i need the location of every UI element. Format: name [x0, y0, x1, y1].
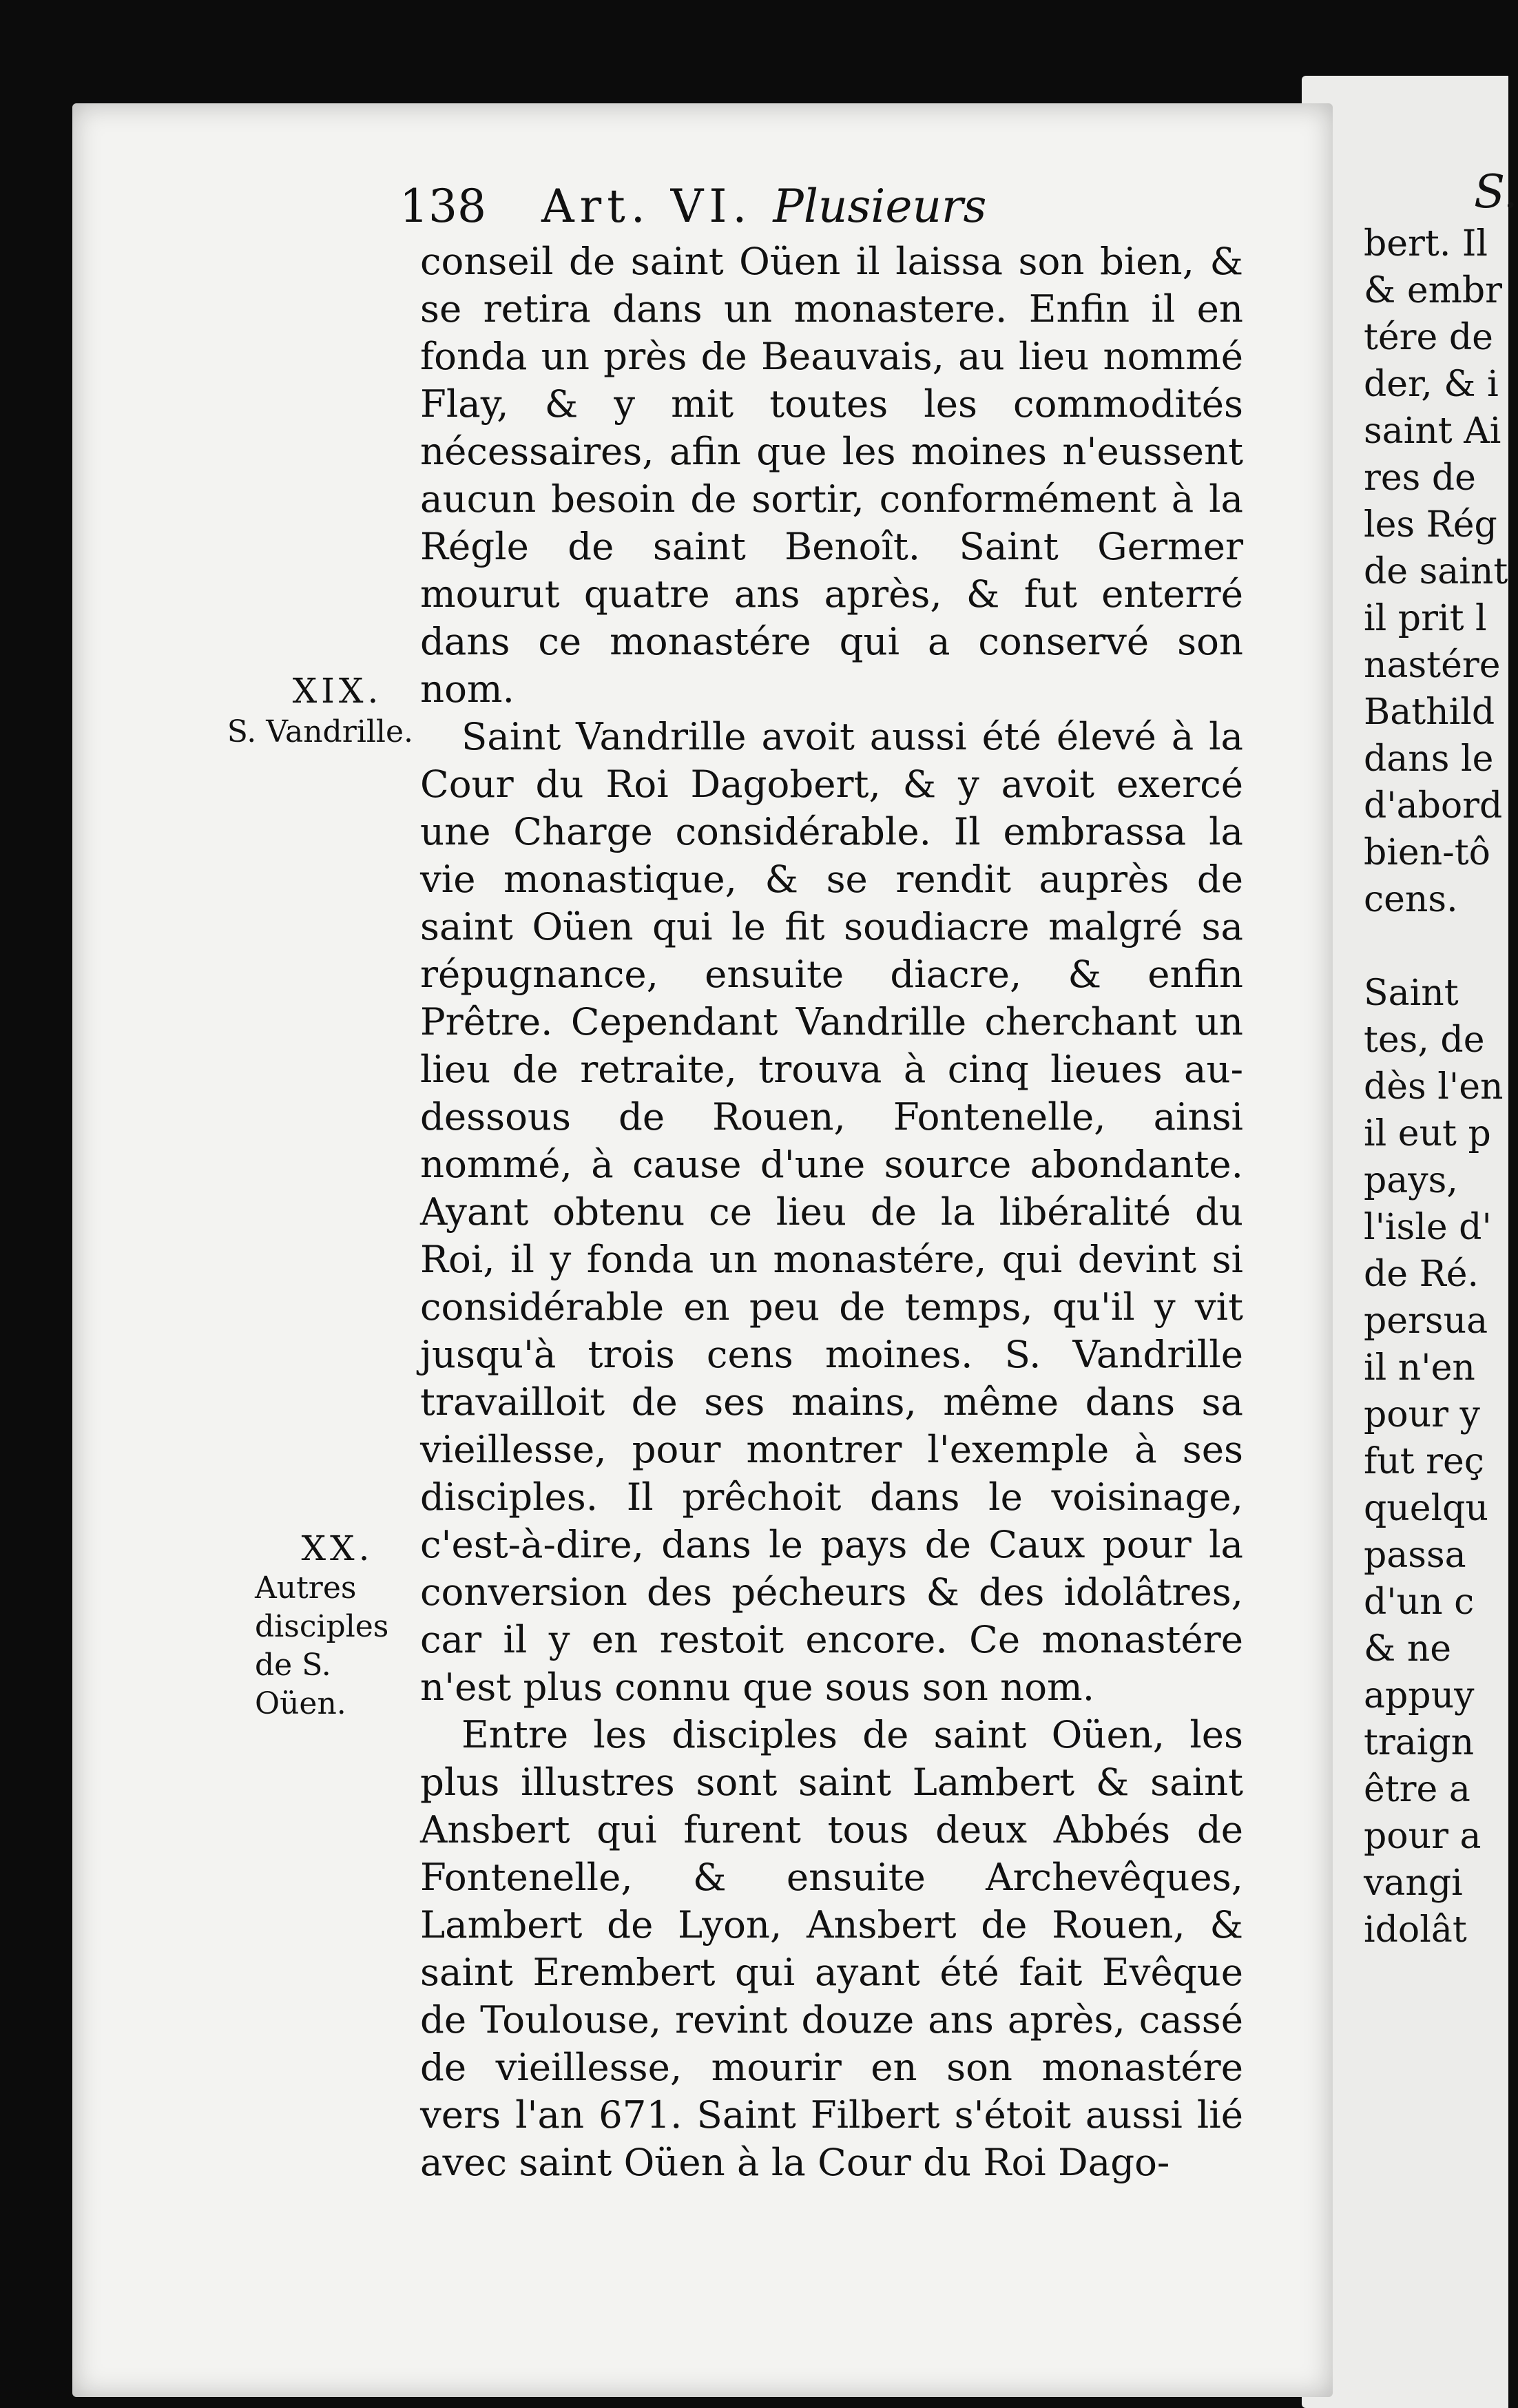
- paragraph: Entre les disciples de saint Oüen, les plus illustres sont saint Lambert & saint Ansbert qui furent tous deux Abbés de Fontenelle, & ensuite Archevêques, Lambert de Lyon, Ansbert de Rouen, & saint Erembert qui ayant été fait Evêque de Toulouse, revint douze ans après, cassé de vieillesse, mourir en son monastére vers l'an 671. Saint Filbert s'étoit aussi lié avec saint Oüen à la Cour du Roi Dago-: [420, 1712, 1243, 2184]
- margin-note-label: S. Vandrille.: [227, 714, 413, 749]
- facing-page-line: vangi: [1364, 1862, 1463, 1904]
- facing-page-line: res de: [1364, 457, 1476, 499]
- facing-page-line: persua: [1364, 1300, 1488, 1342]
- facing-page-line: tére de: [1364, 317, 1493, 358]
- facing-page-line: appuy: [1364, 1675, 1475, 1716]
- facing-page-line: les Rég: [1364, 504, 1497, 546]
- facing-page-line: Saint: [1364, 973, 1459, 1014]
- facing-page-line: Bathild: [1364, 692, 1495, 733]
- facing-page-line: il eut p: [1364, 1113, 1491, 1154]
- page-number: 138: [399, 180, 486, 233]
- facing-page-text: [1364, 220, 1508, 1953]
- facing-page-line: passa: [1364, 1535, 1466, 1576]
- facing-page-line: de Ré.: [1364, 1254, 1479, 1295]
- facing-page-line: & embr: [1364, 270, 1503, 311]
- facing-page-line: pour y: [1364, 1394, 1480, 1435]
- facing-page-line: bert. Il: [1364, 223, 1488, 264]
- article-number: Art. VI.: [541, 180, 753, 233]
- facing-page-line: de saint: [1364, 551, 1508, 592]
- running-head: [399, 179, 986, 234]
- facing-page-line: d'un c: [1364, 1581, 1475, 1623]
- margin-note-number: XX.: [301, 1528, 374, 1568]
- facing-page-line: idolât: [1364, 1909, 1467, 1951]
- facing-page-line: fut reç: [1364, 1441, 1484, 1482]
- facing-page-line: nastére: [1364, 645, 1501, 686]
- margin-note-number: XIX.: [292, 671, 383, 711]
- facing-page-line: d'abord: [1364, 785, 1503, 827]
- facing-page-line: pour a: [1364, 1816, 1481, 1857]
- facing-page-line: il prit l: [1364, 598, 1487, 639]
- facing-page-line: saint Ai: [1364, 411, 1501, 452]
- margin-note-label: Autres disciples de S. Oüen.: [255, 1570, 389, 1721]
- facing-page-line: [1364, 923, 1508, 970]
- facing-page-line: tes, de: [1364, 1019, 1485, 1061]
- facing-running-head: S.: [1474, 165, 1518, 218]
- facing-page-line: être a: [1364, 1769, 1470, 1810]
- facing-page-line: quelqu: [1364, 1488, 1488, 1529]
- facing-page-line: cens.: [1364, 879, 1458, 920]
- paragraph: conseil de saint Oüen il laissa son bien, & se retira dans un monastere. Enfin il en fonda un près de Beauvais, au lieu nommé Flay, & y mit toutes les commodités nécessaires, afin que les moines n'eussent aucun besoin de sortir, conformément à la Régle de saint Benoît. Saint Germer mourut quatre ans après, & fut enterré dans ce monastére qui a conservé son nom.: [420, 239, 1243, 711]
- body-text: [420, 238, 1243, 2186]
- facing-page-line: bien-tô: [1364, 832, 1490, 873]
- facing-page-line: & ne: [1364, 1628, 1452, 1670]
- facing-page-line: dans le: [1364, 738, 1494, 780]
- paragraph: Saint Vandrille avoit aussi été élevé à la Cour du Roi Dagobert, & y avoit exercé une Charge considérable. Il embrassa la vie monastique, & se rendit auprès de saint Oüen qui le fit soudiacre malgré sa répugnance, ensuite diacre, & enfin Prêtre. Cependant Vandrille cherchant un lieu de retraite, trouva à cinq lieues au-dessous de Rouen, Fontenelle, ainsi nommé, à cause d'une source abondante. Ayant obtenu ce lieu de la libéralité du Roi, il y fonda un monastére, qui devint si considérable en peu de temps, qu'il y vit jusqu'à trois cens moines. S. Vandrille travailloit de ses mains, même dans sa vieillesse, pour montrer l'exemple à ses disciples. Il prêchoit dans le voisinage, c'est-à-dire, dans le pays de Caux pour la conversion des pécheurs & des idolâtres, car il y en restoit encore. Ce monastére n'est plus connu que sous son nom.: [420, 714, 1243, 1709]
- running-title: Plusieurs: [773, 180, 987, 233]
- facing-page-line: traign: [1364, 1722, 1475, 1763]
- facing-page-line: pays,: [1364, 1160, 1458, 1201]
- facing-page-line: dès l'en: [1364, 1066, 1504, 1108]
- facing-page-line: der, & i: [1364, 364, 1499, 405]
- facing-page-line: il n'en: [1364, 1347, 1475, 1389]
- facing-page-line: l'isle d': [1364, 1207, 1492, 1248]
